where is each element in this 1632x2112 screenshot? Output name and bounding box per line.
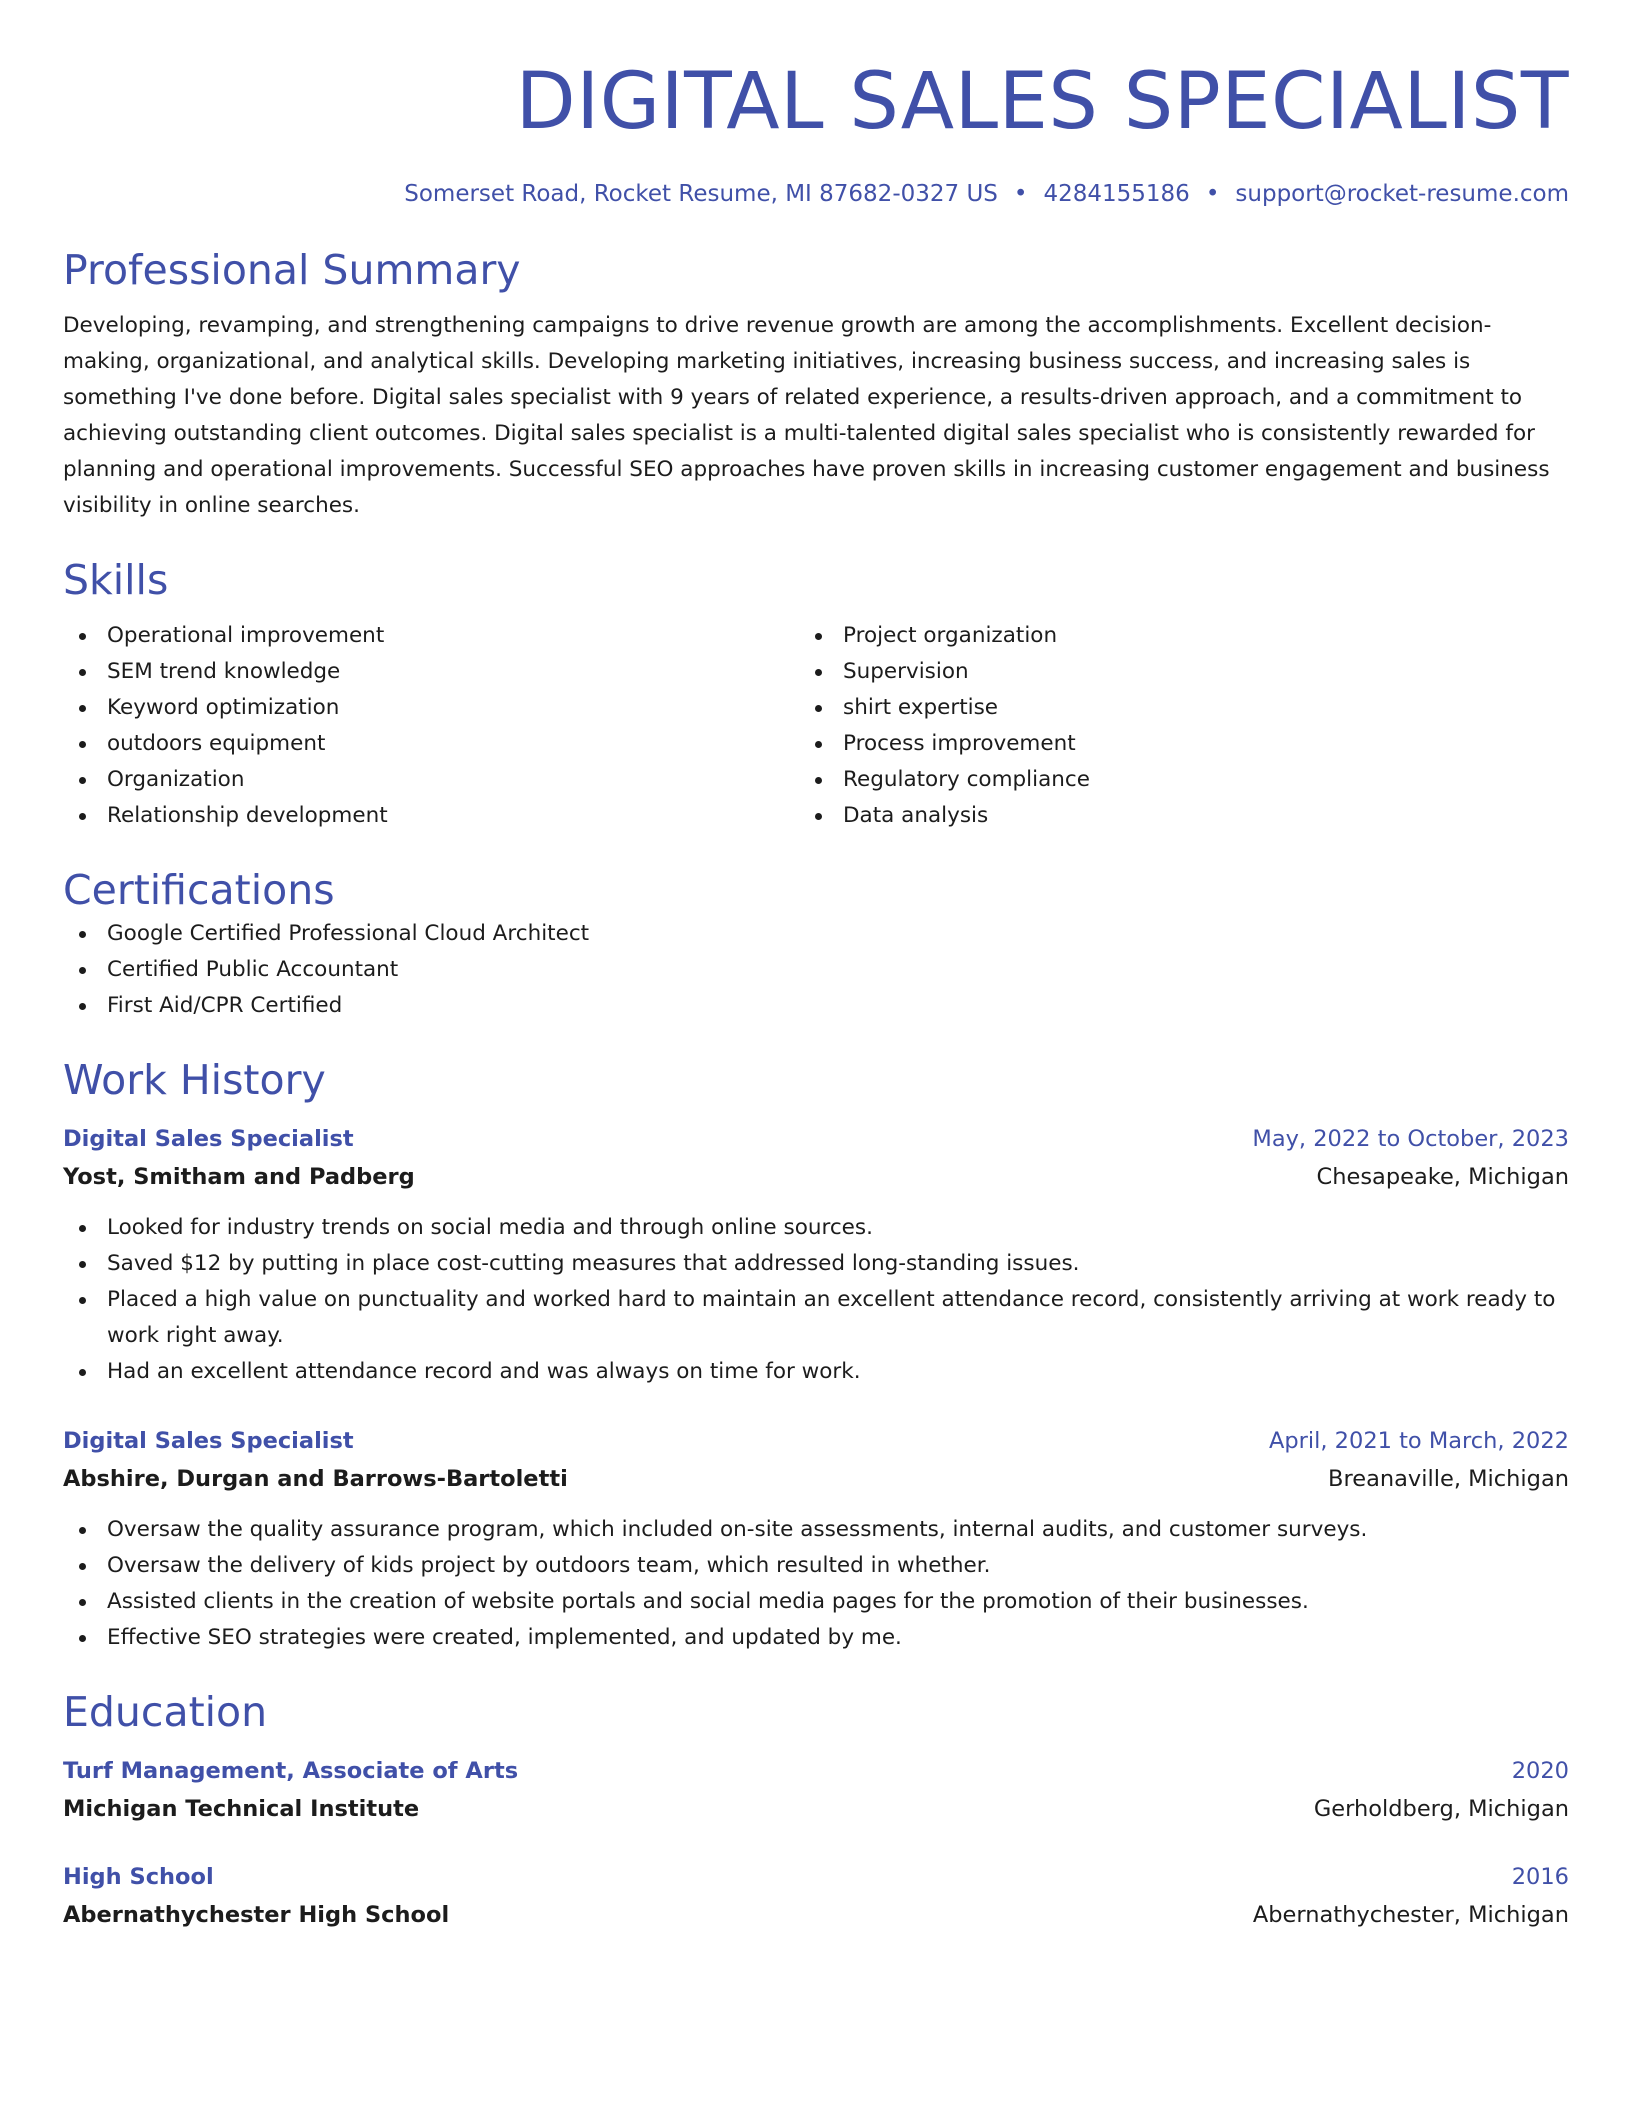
skill-item: Project organization [799,618,1535,654]
school-location: Gerholdberg, Michigan [1313,1796,1569,1822]
certification-item: Certified Public Accountant [63,952,1569,988]
work-entry-title-row [63,1422,1569,1460]
job-title: Digital Sales Specialist [63,1428,354,1454]
skills-heading: Skills [63,556,169,604]
contact-address: Somerset Road, Rocket Resume, MI 87682-0327 US [404,181,998,207]
skill-item: Process improvement [799,726,1535,762]
job-bullet: Oversaw the delivery of kids project by outdoors team, which resulted in whether. [63,1548,1569,1584]
school-location: Abernathychester, Michigan [1252,1902,1569,1928]
contact-separator: • [1013,181,1028,207]
contact-line [63,178,1569,210]
school-name: Abernathychester High School [63,1902,450,1928]
job-dates: April, 2021 to March, 2022 [1268,1428,1569,1454]
skill-item: Operational improvement [63,618,799,654]
degree-name: High School [63,1864,214,1890]
education-heading: Education [63,1688,268,1736]
job-bullet: Had an excellent attendance record and was always on time for work. [63,1354,1569,1390]
contact-phone: 4284155186 [1043,181,1190,207]
degree-name: Turf Management, Associate of Arts [63,1758,519,1784]
skill-item: SEM trend knowledge [63,654,799,690]
resume-header [63,52,1569,210]
skill-item: Organization [63,762,799,798]
education-entry [63,1858,1569,1934]
contact-separator: • [1205,181,1220,207]
education-school-row [63,1896,1569,1934]
job-dates: May, 2022 to October, 2023 [1252,1126,1569,1152]
skill-item: Regulatory compliance [799,762,1535,798]
skill-item: shirt expertise [799,690,1535,726]
job-bullet: Assisted clients in the creation of website portals and social media pages for the promotion of their businesses. [63,1584,1569,1620]
job-bullet: Effective SEO strategies were created, implemented, and updated by me. [63,1620,1569,1656]
summary-heading: Professional Summary [63,246,521,294]
work-entry-title-row [63,1120,1569,1158]
job-bullets [63,1512,1569,1656]
skill-item: outdoors equipment [63,726,799,762]
job-bullet: Saved $12 by putting in place cost-cutting measures that addressed long-standing issues. [63,1246,1569,1282]
summary-text: Developing, revamping, and strengthening campaigns to drive revenue growth are among the accomplishments. Excellent decision-making, organizational, and analytical skills. Developing marketing initiatives, increasing business success, and increasing sales is something I've done before. Digital sales specialist with 9 years of related experience, a results-driven approach, and a commitment to achieving outstanding client outcomes. Digital sales specialist is a multi-talented digital sales specialist who is consistently rewarded for planning and operational improvements. Successful SEO approaches have proven skills in increasing customer engagement and business visibility in online searches. [63,313,1550,518]
skills-column-left [63,618,799,834]
skill-item: Relationship development [63,798,799,834]
work-entry-company-row [63,1158,1569,1196]
company-name: Abshire, Durgan and Barrows-Bartoletti [63,1466,568,1492]
company-name: Yost, Smitham and Padberg [63,1164,415,1190]
education-entry [63,1752,1569,1828]
page-title: DIGITAL SALES SPECIALIST [515,57,1569,147]
work-entry [63,1120,1569,1390]
job-bullet: Looked for industry trends on social media and through online sources. [63,1210,1569,1246]
skill-item: Supervision [799,654,1535,690]
job-bullet: Placed a high value on punctuality and worked hard to maintain an excellent attendance record, consistently arriving at work ready to work right away. [63,1282,1569,1354]
skills-column-right [799,618,1535,834]
certifications-list [63,916,1569,1024]
skill-item: Keyword optimization [63,690,799,726]
certifications-heading: Certifications [63,866,335,914]
education-year: 2020 [1511,1758,1569,1784]
skill-item: Data analysis [799,798,1535,834]
education-title-row [63,1858,1569,1896]
contact-email: support@rocket-resume.com [1235,181,1569,207]
job-location: Breanaville, Michigan [1328,1466,1569,1492]
work-history-heading: Work History [63,1056,326,1104]
work-entry-company-row [63,1460,1569,1498]
education-title-row [63,1752,1569,1790]
job-bullet: Oversaw the quality assurance program, which included on-site assessments, internal audits, and customer surveys. [63,1512,1569,1548]
certification-item: First Aid/CPR Certified [63,988,1569,1024]
education-school-row [63,1790,1569,1828]
job-title: Digital Sales Specialist [63,1126,354,1152]
work-entry [63,1422,1569,1656]
certification-item: Google Certified Professional Cloud Architect [63,916,1569,952]
skills-list [63,618,1569,834]
education-year: 2016 [1511,1864,1569,1890]
school-name: Michigan Technical Institute [63,1796,420,1822]
job-location: Chesapeake, Michigan [1316,1164,1569,1190]
job-bullets [63,1210,1569,1390]
